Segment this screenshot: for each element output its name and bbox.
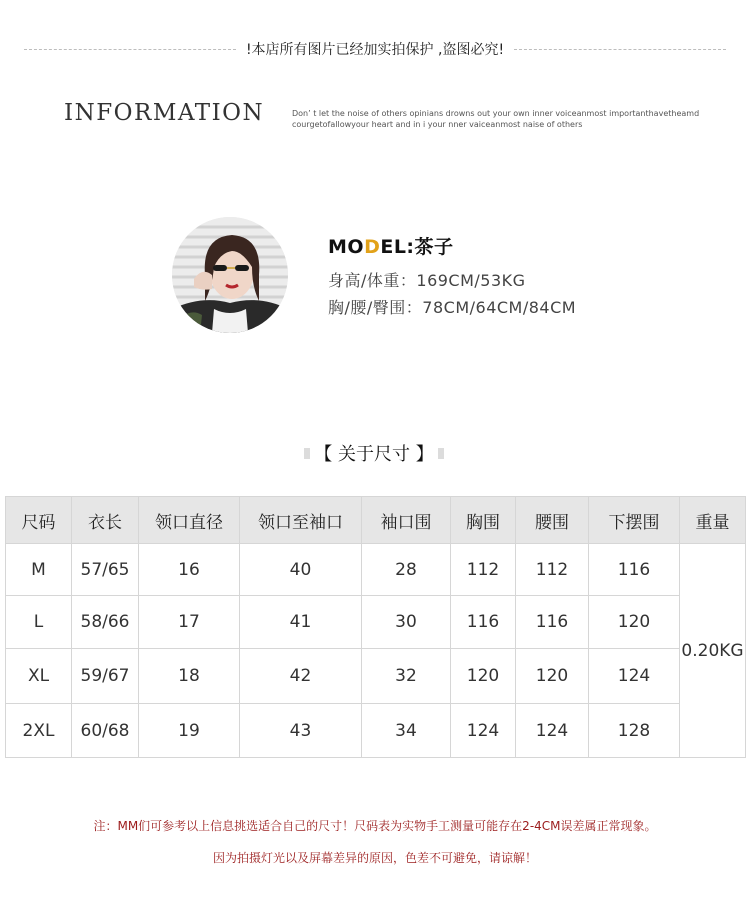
table-cell: 40 — [240, 544, 362, 596]
table-cell: 124 — [516, 704, 589, 758]
header-cell: 下摆围 — [589, 497, 680, 544]
table-cell: 59/67 — [72, 649, 139, 704]
table-cell: 34 — [362, 704, 451, 758]
model-photo — [172, 217, 288, 333]
header-cell: 领口至袖口 — [240, 497, 362, 544]
table-row — [6, 704, 746, 758]
table-cell: 112 — [451, 544, 516, 596]
table-cell: 28 — [362, 544, 451, 596]
divider-right — [514, 49, 726, 50]
size-table — [5, 496, 746, 758]
description-line: Don’ t let the noise of others opinians drowns out your own inner voiceanmost importanthavetheamd — [292, 109, 700, 118]
table-cell: 2XL — [6, 704, 72, 758]
header-cell: 胸围 — [451, 497, 516, 544]
table-header-row — [6, 497, 746, 544]
model-label-prefix: MO — [328, 236, 365, 258]
size-section-title — [304, 441, 444, 465]
model-height-weight: 身高/体重：169CM/53KG — [328, 271, 526, 290]
color-note: 因为拍摄灯光以及屏幕差异的原因，色差不可避免，请谅解！ — [212, 851, 537, 865]
information-title: INFORMATION — [64, 100, 265, 126]
table-cell: XL — [6, 649, 72, 704]
table-cell: 120 — [589, 596, 680, 649]
table-cell: 18 — [139, 649, 240, 704]
table-cell: 124 — [589, 649, 680, 704]
model-label-suffix: EL:茶子 — [380, 236, 454, 258]
table-row — [6, 544, 746, 596]
table-row — [6, 596, 746, 649]
header-cell: 尺码 — [6, 497, 72, 544]
size-note: 注：MM们可参考以上信息挑选适合自己的尺寸！尺码表为实物手工测量可能存在2-4CM误差属正常现象。 — [93, 819, 657, 833]
divider-left — [24, 49, 236, 50]
table-cell: 112 — [516, 544, 589, 596]
table-cell: 42 — [240, 649, 362, 704]
header-cell: 袖口围 — [362, 497, 451, 544]
table-cell: 116 — [516, 596, 589, 649]
table-cell: 30 — [362, 596, 451, 649]
copyright-notice: !本店所有图片已经加实拍保护 ,盗图必究! — [245, 42, 505, 58]
table-cell: 124 — [451, 704, 516, 758]
table-cell: 43 — [240, 704, 362, 758]
size-section-label: 【 关于尺寸 】 — [310, 440, 437, 466]
table-cell: 58/66 — [72, 596, 139, 649]
table-cell: 17 — [139, 596, 240, 649]
model-name — [328, 232, 454, 259]
table-cell: 41 — [240, 596, 362, 649]
description-line: courgetofallowyour heart and in i your nner vaiceanmost naise of others — [292, 120, 583, 129]
table-cell: 120 — [451, 649, 516, 704]
table-cell: 120 — [516, 649, 589, 704]
header-cell: 腰围 — [516, 497, 589, 544]
table-cell: 116 — [451, 596, 516, 649]
table-cell: M — [6, 544, 72, 596]
model-label-accent: D — [364, 236, 381, 258]
table-cell: 19 — [139, 704, 240, 758]
table-cell: 128 — [589, 704, 680, 758]
table-cell: 32 — [362, 649, 451, 704]
table-cell: 60/68 — [72, 704, 139, 758]
weight-cell: 0.20KG — [680, 544, 746, 758]
header-cell: 衣长 — [72, 497, 139, 544]
model-avatar — [172, 217, 288, 333]
header-cell: 领口直径 — [139, 497, 240, 544]
model-measurements: 胸/腰/臀围：78CM/64CM/84CM — [328, 298, 577, 317]
header-cell: 重量 — [680, 497, 746, 544]
table-row — [6, 649, 746, 704]
table-cell: 57/65 — [72, 544, 139, 596]
table-cell: L — [6, 596, 72, 649]
table-cell: 116 — [589, 544, 680, 596]
information-description — [292, 108, 712, 130]
table-cell: 16 — [139, 544, 240, 596]
copyright-banner — [24, 36, 726, 62]
